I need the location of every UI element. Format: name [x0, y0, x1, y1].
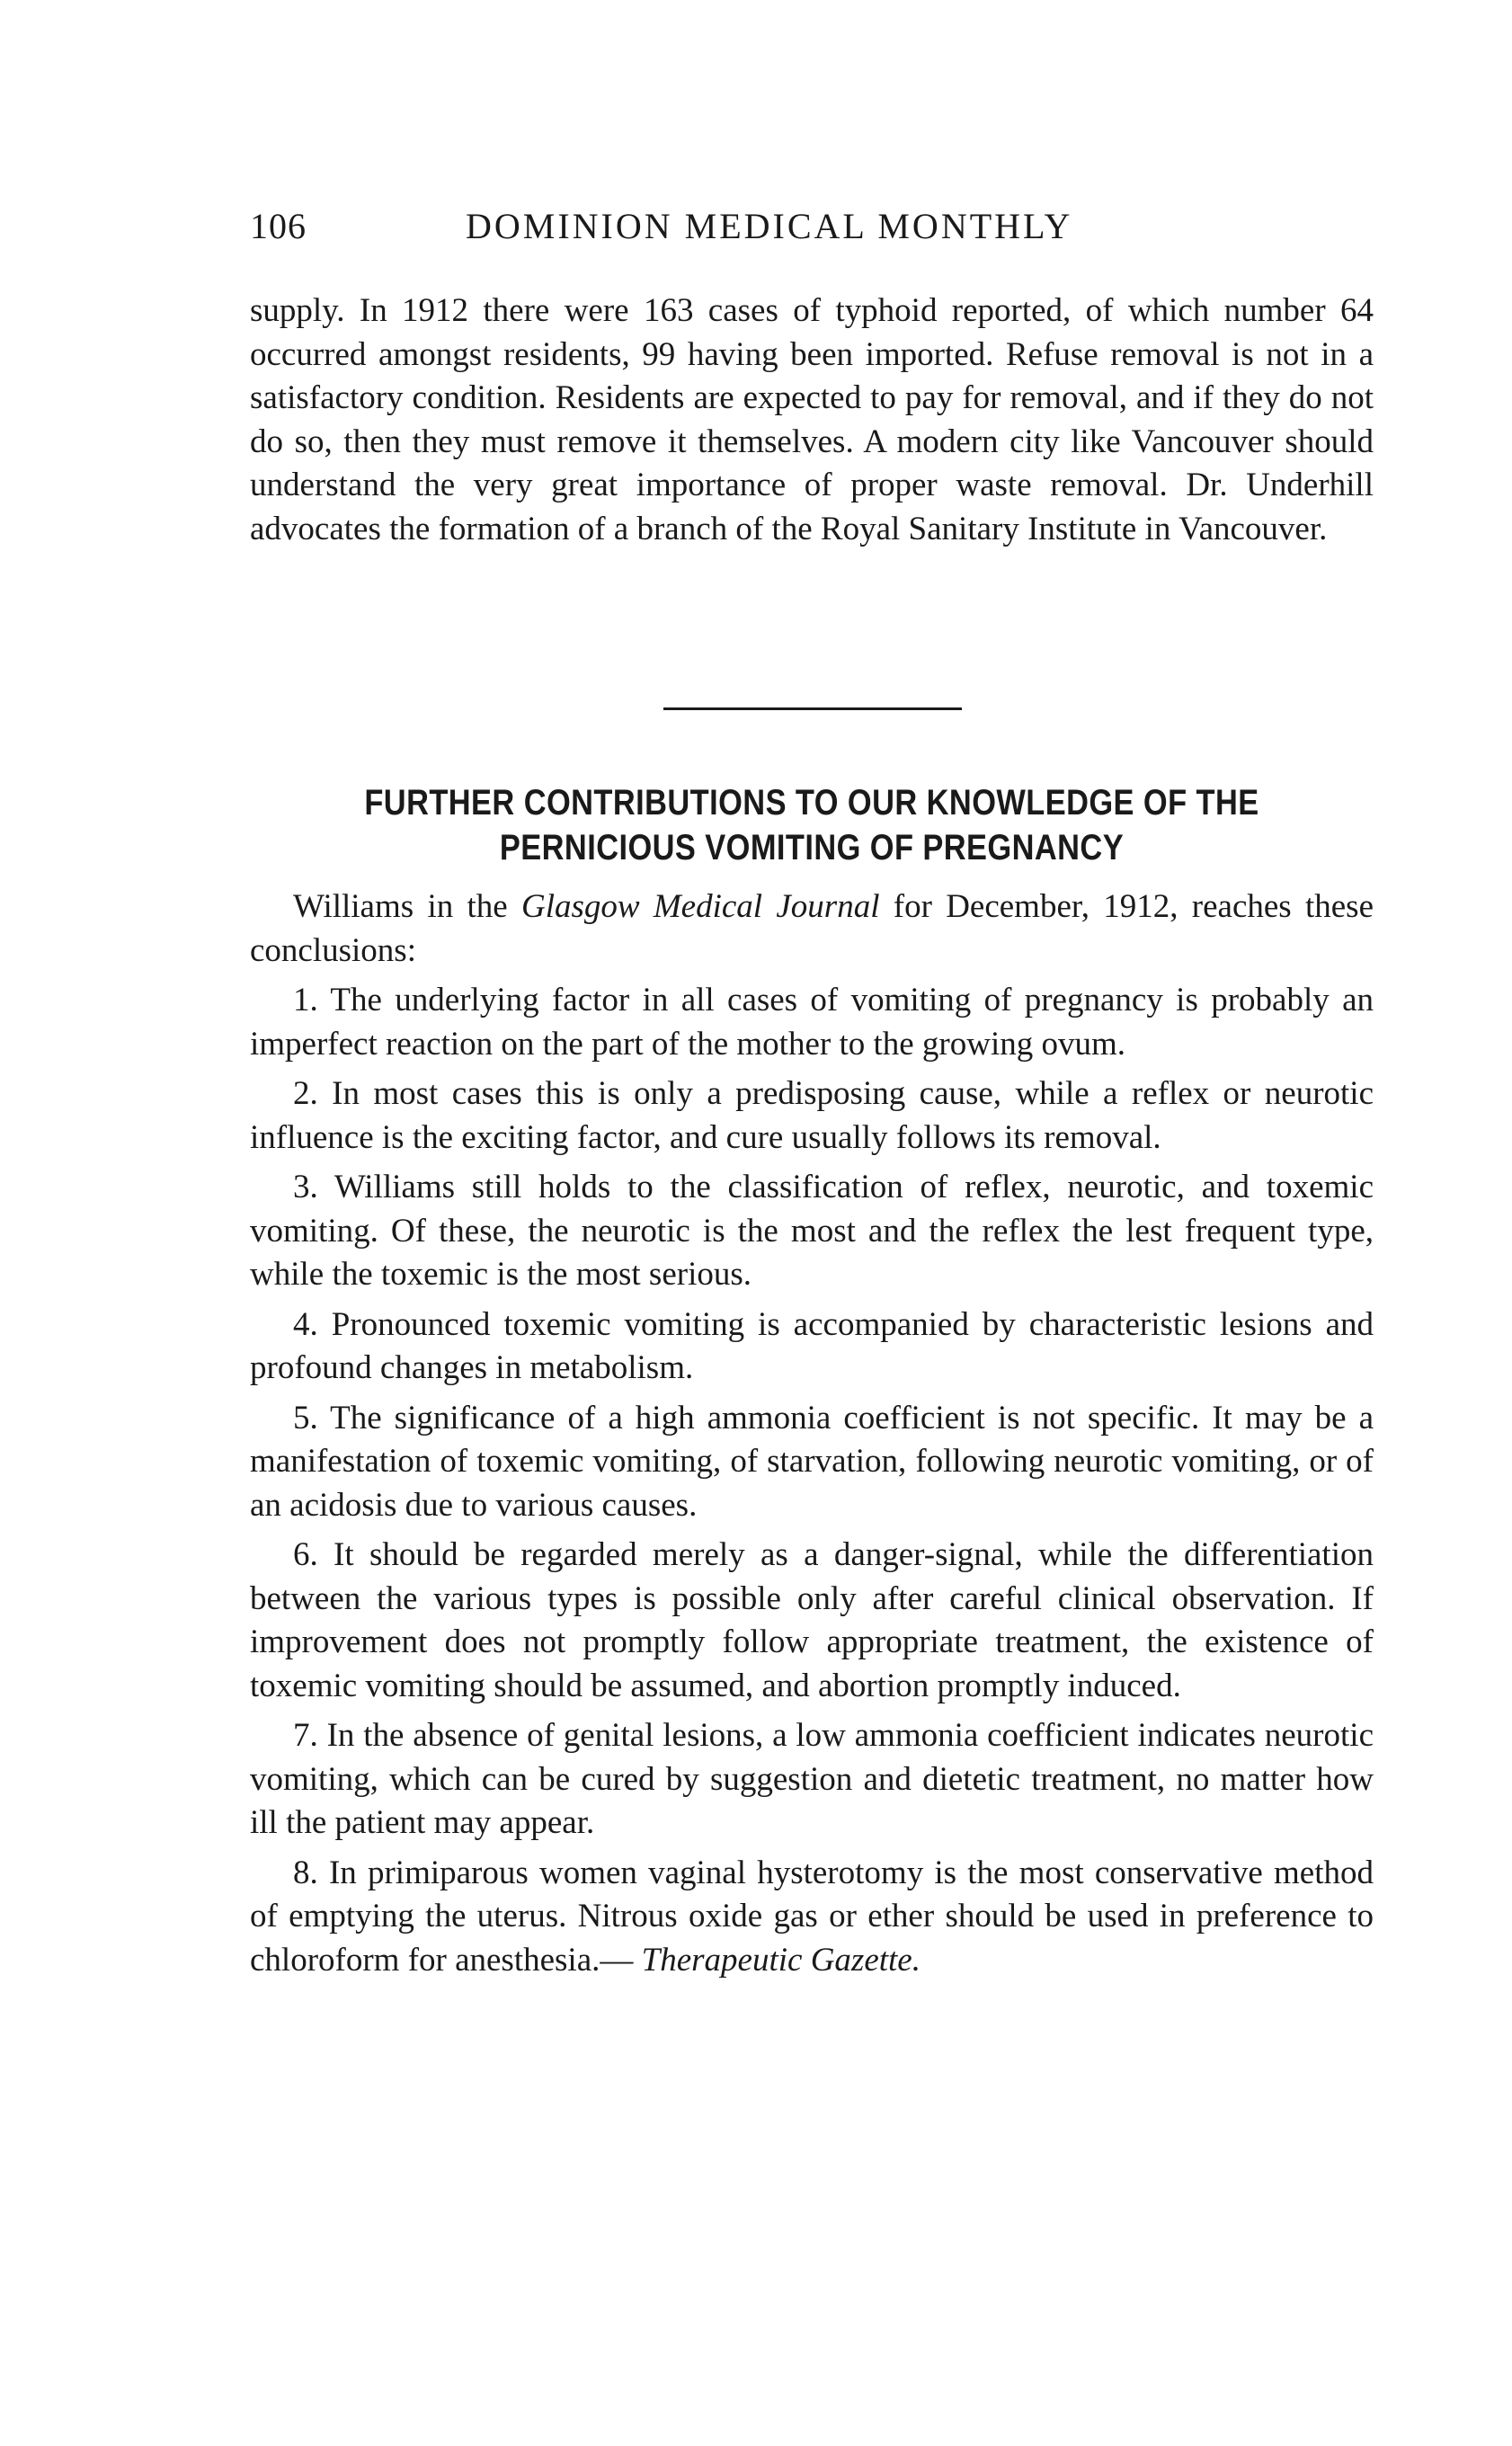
article-title	[329, 780, 1295, 870]
conclusion-item-2: 2. In most cases this is only a predisposing cause, while a reflex or neurotic influence is the exciting factor, and cure usually follows its removal.	[250, 1075, 1374, 1156]
intro-text-after: for December, 1912, reaches these conclusions:	[250, 888, 1374, 969]
conclusion-item-1: 1. The underlying factor in all cases of vomiting of pregnancy is probably an imperfect reaction on the part of the mother to the growing ovum.	[250, 982, 1374, 1063]
running-title: DOMINION MEDICAL MONTHLY	[466, 206, 1073, 246]
continued-paragraph: supply. In 1912 there were 163 cases of typhoid reported, of which number 64 occurred amongst residents, 99 having been imported. Refuse removal is not in a satisfactory condition. Residents are expected to pay for removal, and if they do not do so, then they must remove it themselves. A modern city like Vancouver should understand the very great importance of proper waste removal. Dr. Underhill advocates the formation of a branch of the Royal Sanitary Institute in Vancouver.	[250, 292, 1374, 547]
section-divider	[663, 707, 962, 710]
page-number: 106	[250, 206, 307, 246]
conclusion-item-8-text: 8. In primiparous women vaginal hysterotomy is the most conservative method of emptying the uterus. Nitrous oxide gas or ether should be used in preference to chloroform for anesthesia.—	[250, 1854, 1374, 1979]
article-title-line-2: PERNICIOUS VOMITING OF PREGNANCY	[499, 828, 1125, 867]
conclusion-item-3: 3. Williams still holds to the classification of reflex, neurotic, and toxemic vomiting. Of these, the neurotic is the most and the reflex the lest frequent type, while the toxemic is the most serious.	[250, 1169, 1374, 1293]
article-body	[250, 885, 1374, 1988]
conclusion-item-7: 7. In the absence of genital lesions, a low ammonia coefficient indicates neurotic vomiting, which can be cured by suggestion and dietetic treatment, no matter how ill the patient may appear.	[250, 1717, 1374, 1841]
source-citation: Therapeutic Gazette.	[641, 1941, 921, 1979]
conclusion-item-4: 4. Pronounced toxemic vomiting is accompanied by characteristic lesions and profound changes in metabolism.	[250, 1305, 1374, 1386]
intro-text-before: Williams in the	[293, 888, 521, 925]
article-title-line-1: FURTHER CONTRIBUTIONS TO OUR KNOWLEDGE OF THE	[364, 783, 1259, 823]
page-header	[250, 205, 1374, 250]
conclusion-item-6: 6. It should be regarded merely as a danger-signal, while the differentiation between the various types is possible only after careful clinical observation. If improvement does not promptly follow appropriate treatment, the existence of toxemic vomiting should be assumed, and abortion promptly induced.	[250, 1536, 1374, 1704]
conclusion-item-8	[250, 1852, 1374, 1983]
journal-name: Glasgow Medical Journal	[521, 888, 880, 925]
article-intro	[250, 885, 1374, 973]
conclusion-item-5: 5. The significance of a high ammonia coefficient is not specific. It may be a manifestation of toxemic vomiting, of starvation, following neurotic vomiting, or of an acidosis due to various causes.	[250, 1399, 1374, 1524]
